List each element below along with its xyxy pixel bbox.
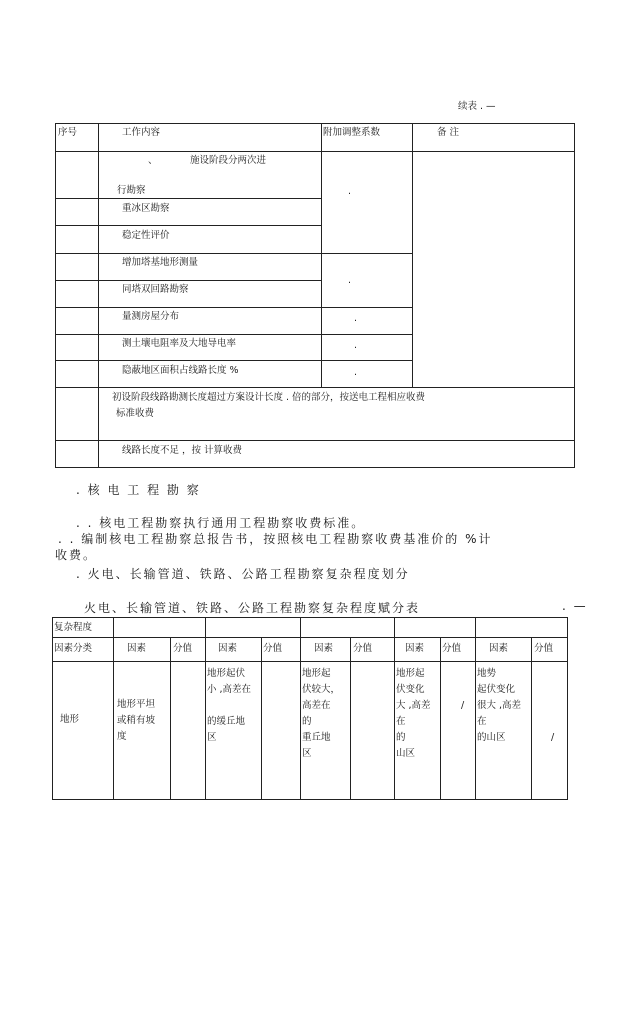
row4-coef: . — [348, 275, 352, 286]
factor-class-header: 因素分类 — [54, 643, 93, 654]
row1-text-a: 施设阶段分两次进 — [190, 155, 267, 166]
header-coefficient: 附加调整系数 — [323, 127, 381, 138]
terrain-level-5-line-3: 很大 ,高差 — [477, 700, 522, 711]
header-remarks: 备 注 — [437, 127, 460, 138]
terrain-level-3-line-5: 重丘地 — [302, 732, 331, 743]
row5-text: 同塔双回路勘察 — [122, 284, 189, 295]
terrain-level-4-line-5: 的 — [396, 732, 406, 743]
terrain-level-3-line-3: 高差在 — [302, 700, 331, 711]
continued-label: 续表 . — — [458, 101, 496, 112]
score-header-4: 分值 — [442, 643, 462, 654]
terrain-level-2-line-2: 小 ,高差在 — [207, 684, 252, 695]
terrain-level-3-line-6: 区 — [302, 748, 312, 759]
terrain-level-5-line-5: 的山区 — [477, 732, 506, 743]
terrain-level-3-line-2: 伏较大， — [302, 684, 341, 695]
row10-text: 线路长度不足 ，按 计算收费 — [122, 445, 243, 456]
header-seq: 序号 — [58, 127, 78, 138]
terrain-level-4-line-6: 山区 — [396, 748, 416, 759]
terrain-level-4-line-4: 在 — [396, 716, 406, 727]
factor-header-3: 因素 — [314, 643, 334, 654]
paragraph-2-line-2: 收费。 — [55, 548, 98, 562]
row8-text: 隐蔽地区面积占线路长度 % — [122, 365, 239, 376]
terrain-level-3-line-1: 地形起 — [302, 668, 331, 679]
paragraph-3: . 火电、长输管道、铁路、公路工程勘察复杂程度划分 — [76, 567, 410, 581]
terrain-level-4-line-3: 大 ,高差 — [396, 700, 431, 711]
paragraph-2-line-1: . . 编制核电工程勘察总报告书，按照核电工程勘察收费基准价的 %计 — [58, 532, 493, 546]
paragraph-1: . . 核电工程勘察执行通用工程勘察收费标准。 — [76, 516, 366, 530]
terrain-category: 地形 — [60, 714, 80, 725]
factor-header-1: 因素 — [127, 643, 147, 654]
terrain-level-1-line-3: 度 — [117, 731, 127, 742]
terrain-level-3-line-4: 的 — [302, 716, 312, 727]
terrain-level-4-score: / — [461, 700, 465, 711]
row1-text-b: 行勘察 — [117, 185, 146, 196]
row1-mark: 、 — [148, 155, 158, 166]
row1-coef: . — [348, 186, 352, 197]
section-heading: . 核 电 工 程 勘 察 — [76, 483, 201, 497]
row3-text: 稳定性评价 — [122, 230, 170, 241]
score-header-5: 分值 — [534, 643, 554, 654]
factor-header-5: 因素 — [489, 643, 509, 654]
row6-coef: . — [354, 313, 358, 324]
terrain-level-5-line-4: 在 — [477, 716, 487, 727]
complexity-label: 复杂程度 — [54, 622, 93, 633]
terrain-level-4-line-2: 伏变化 — [396, 684, 425, 695]
row7-coef: . — [354, 340, 358, 351]
row9-text-a: 初设阶段线路勘测长度超过方案设计长度 . 倍的部分，按送电工程相应收费 — [112, 392, 426, 403]
terrain-level-5-line-2: 起伏变化 — [477, 684, 516, 695]
score-header-3: 分值 — [353, 643, 373, 654]
terrain-level-1-line-1: 地形平坦 — [117, 699, 156, 710]
terrain-level-5-score: / — [551, 732, 555, 743]
row9-text-b: 标准收费 — [116, 408, 155, 419]
row2-text: 重冰区勘察 — [122, 203, 170, 214]
table2-caption: 火电、长输管道、铁路、公路工程勘察复杂程度赋分表 — [84, 601, 421, 615]
terrain-level-4-line-1: 地形起 — [396, 668, 425, 679]
terrain-level-5-line-1: 地势 — [477, 668, 497, 679]
terrain-level-2-line-5: 区 — [207, 732, 217, 743]
row8-coef: . — [354, 367, 358, 378]
factor-header-2: 因素 — [218, 643, 238, 654]
header-work-content: 工作内容 — [122, 127, 161, 138]
row7-text: 测土壤电阻率及大地导电率 — [122, 338, 237, 349]
terrain-level-2-line-1: 地形起伏 — [207, 668, 246, 679]
terrain-level-2-line-4: 的缓丘地 — [207, 716, 246, 727]
table2-caption-suffix: . — — [562, 599, 588, 613]
score-header-2: 分值 — [263, 643, 283, 654]
row4-text: 增加塔基地形测量 — [122, 257, 199, 268]
row6-text: 量测房屋分布 — [122, 311, 180, 322]
factor-header-4: 因素 — [405, 643, 425, 654]
terrain-level-1-line-2: 或稍有坡 — [117, 715, 156, 726]
score-header-1: 分值 — [173, 643, 193, 654]
